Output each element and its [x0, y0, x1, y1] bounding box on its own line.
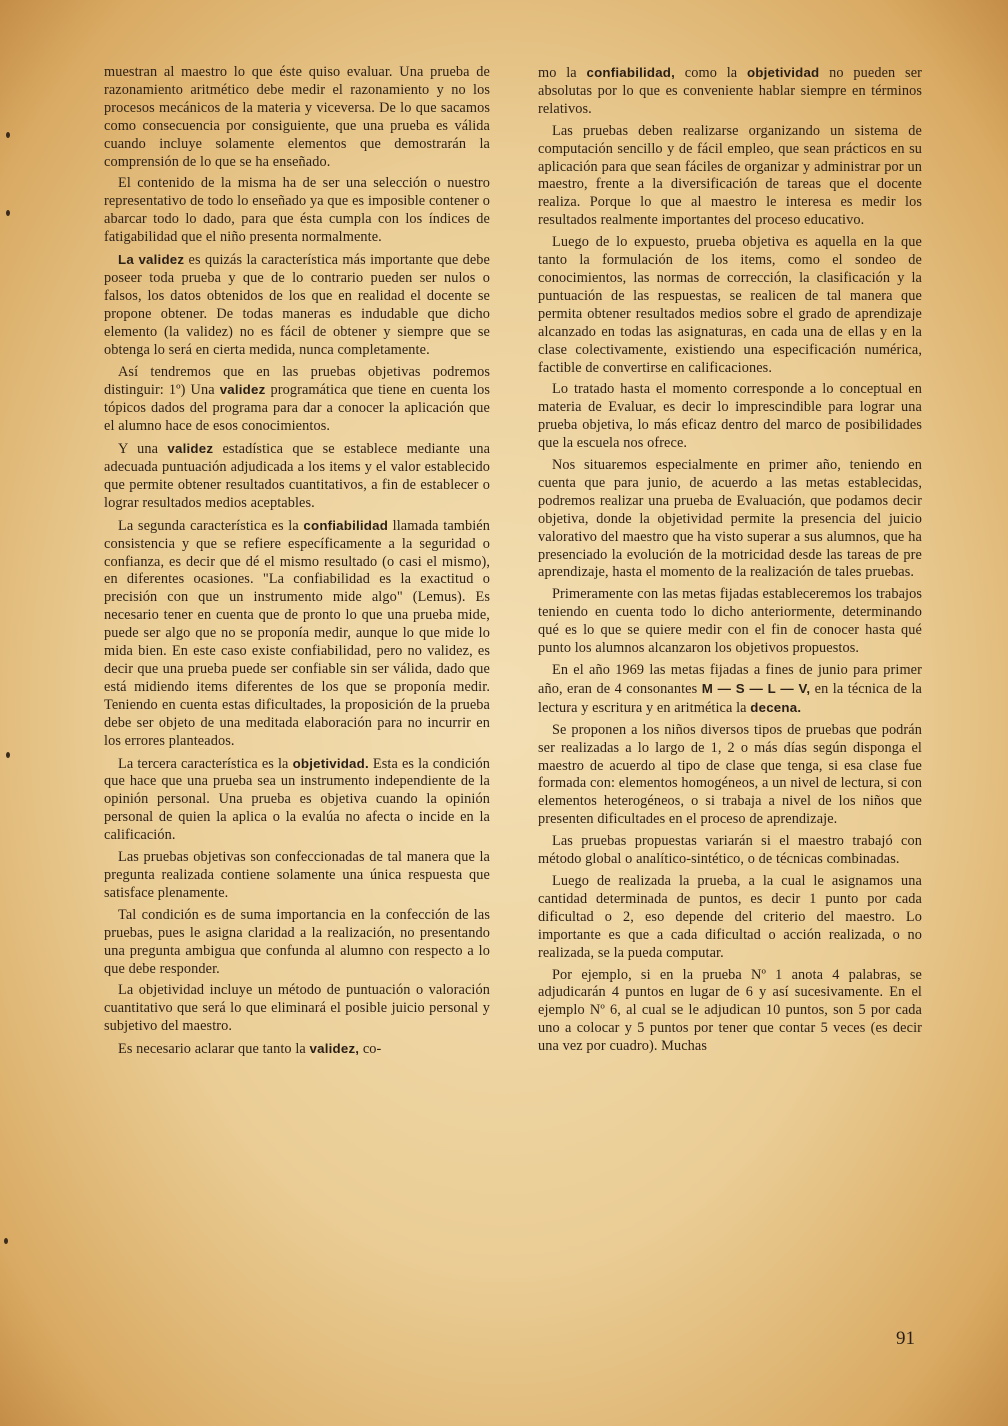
paragraph: [538, 662, 922, 718]
paragraph: [104, 755, 490, 846]
text-run: El contenido de la misma ha de ser una selección o nuestro representativo de todo lo enseñado ya que es imposible contener o abarcar todo lo dado, para que ésta cumpla con los índices de fatigabilidad que el niño presenta normalmente.: [104, 175, 490, 246]
text-run: La segunda característica es la: [118, 517, 304, 534]
bold-term: confiabilidad: [303, 517, 389, 533]
paragraph: [538, 722, 922, 829]
paragraph: [104, 982, 490, 1036]
text-run: En el año 1969 las metas fijadas a fines de junio para primer año, eran de 4 consonantes: [538, 662, 922, 697]
text-run: mo la: [538, 65, 587, 81]
bold-term: validez: [219, 382, 266, 398]
text-run: Se proponen a los niños diversos tipos de pruebas que podrán ser realizadas a lo largo de 1, 2 o más días según disponga el maestro de acuerdo al tipo de clase que tenga, si esa clase fue formada con: elementos homogéneos, a un nivel de lectura, si con elementos heterogéneos, o si trabaja a nivel de los niños que presenten dificultades en el proceso de aprendizaje.: [538, 721, 922, 828]
margin-mark: [6, 132, 10, 138]
paragraph: [538, 967, 922, 1057]
text-run: no pueden ser absolutas por lo que es conveniente hablar siempre en términos relativos.: [538, 65, 923, 117]
paragraph: [538, 586, 922, 658]
text-run: Luego de lo expuesto, prueba objetiva es aquella en la que tanto la formulación de los items, como el sondeo de conocimientos, las normas de corrección, la clasificación y la puntuación de las respuestas, se realicen de tal manera que permita obtener resultados medios sobre el grado de aprendizaje alcanzado en todas las asignaturas, en cada una de ellas y en la clase colectivamente, existiendo una especificación numérica, factible de convertirse en calificaciones.: [538, 234, 922, 376]
text-run: co-: [359, 1041, 382, 1058]
text-run: Primeramente con las metas fijadas estableceremos los trabajos teniendo en cuenta todo lo dicho anteriormente, determinando qué es lo que se quiere medir con el fin de conocer hasta qué punto los alumnos alcanzaron los objetivos propuestos.: [538, 586, 922, 657]
bold-term: decena.: [750, 699, 802, 715]
paragraph: [104, 64, 490, 171]
paragraph: [104, 364, 490, 437]
text-run: Así tendremos que en las pruebas objetivas podremos distinguir: 1º) Una: [104, 363, 490, 399]
text-run: Y una: [118, 441, 168, 458]
text-run: La objetividad incluye un método de puntuación o valoración cuantitativo que será lo que eliminará el posible juicio personal y subjetivo del maestro.: [104, 982, 490, 1035]
paragraph: [538, 381, 922, 453]
paragraph: [538, 833, 922, 869]
margin-mark: [6, 752, 10, 758]
text-run: es quizás la característica más importante que debe poseer toda prueba y que de lo contrario pueden ser nulos o falsos, los datos obtenidos de los que en realidad el docente se propone obtener. De todas maneras es indudable que dicho elemento (la validez) no es fácil de obtener y siempre que se obtenga lo será en cierta medida, nunca completamente.: [104, 252, 490, 358]
text-run: estadística que se establece mediante una adecuada puntuación adjudicada a los items y el valor establecido que permite obtener resultados cuantitativos, a fin de establecer o lograr resultados medios aceptables.: [104, 441, 491, 511]
margin-mark: [6, 210, 10, 216]
right-text-column: [538, 64, 922, 1060]
bold-term: objetividad: [746, 65, 820, 80]
paragraph: [538, 457, 922, 582]
text-run: llamada también consistencia y que se refiere específicamente a la seguridad o confianza, es decir que dé el mismo resultado (o casi el mismo), en diferentes ocasiones. "La confiabilidad es la exactitud o precisión con que un instrumento mide algo" (Lemus). Es necesario tener en cuenta que de pronto lo que una prueba mide, puede ser algo que no se proponía medir, aunque lo que mide lo mida bien. En este caso existe confiabilidad, pero no validez, es decir que una prueba puede ser confiable sin ser válida, dado que está midiendo items diferentes de los que se proponía medir. Teniendo en cuenta estas dificultades, la proposición de la prueba debe ser objeto de una meditada elaboración para no incurrir en los errores planteados.: [104, 517, 490, 749]
text-run: Las pruebas objetivas son confeccionadas de tal manera que la pregunta realizada contiene solamente una única respuesta que satisface plenamente.: [104, 849, 490, 901]
bold-term: validez: [167, 441, 214, 457]
text-run: Lo tratado hasta el momento corresponde a lo conceptual en materia de Evaluar, es decir lo imprescindible para lograr una prueba objetiva, lo más eficaz dentro del marco de posibilidades que la escuela nos ofrece.: [538, 381, 922, 452]
text-run: Por ejemplo, si en la prueba Nº 1 anota 4 palabras, se adjudicarán 4 puntos en lugar de 6 y así sucesivamente. En el ejemplo Nº 6, al cual se le adjudican 10 puntos, son 5 por cada uno a colocar y 5 puntos por tener que contar 5 veces (es decir una vez por cuadro). Muchas: [538, 966, 922, 1055]
bold-term: validez,: [309, 1041, 360, 1057]
text-run: La tercera característica es la: [118, 755, 293, 772]
page-number: 91: [896, 1328, 915, 1349]
text-run: Nos situaremos especialmente en primer año, teniendo en cuenta que para junio, de acuerdo a las metas establecidas, podremos realizar una prueba de Evaluación, que podamos decir objetiva, donde la objetividad permite la presencia del juicio valorativo del maestro que ha visto superar a sus alumnos, que ha presenciado la evolución de la motricidad desde las tareas de pre aprendizaje, hasta el momento de la realización de tales pruebas.: [538, 457, 922, 581]
paragraph: [538, 234, 922, 377]
margin-mark: [4, 1238, 8, 1244]
bold-term: objetividad.: [292, 755, 369, 771]
text-run: Luego de realizada la prueba, a la cual le asignamos una cantidad determinada de puntos, es decir 1 punto por cada dificultad o 2, eso depende del criterio del maestro. Lo importante es que a cada dificultad o acción realizada, o no realizada, se la pueda computar.: [538, 872, 922, 961]
bold-term: La validez: [118, 252, 185, 268]
text-run: muestran al maestro lo que éste quiso evaluar. Una prueba de razonamiento aritmético debe medir el razonamiento y no los procesos mecánicos de la materia y viceversa. De lo que sacamos como consecuencia por consiguiente, que una prueba es válida cuando incluye solamente elementos que demostrarán la comprensión de lo que se ha enseñado.: [104, 64, 490, 170]
text-run: Es necesario aclarar que tanto la: [118, 1041, 310, 1058]
paragraph: [104, 175, 490, 247]
text-run: en la técnica de la lectura y escritura y en aritmética la: [538, 680, 922, 716]
bold-term: confiabilidad,: [586, 65, 676, 80]
paragraph: [538, 64, 922, 119]
text-run: Las pruebas propuestas variarán si el maestro trabajó con método global o analítico-sintético, o de técnicas combinadas.: [538, 833, 922, 868]
paragraph: [104, 1040, 490, 1059]
text-run: programática que tiene en cuenta los tópicos dados del programa para dar a conocer la aplicación que el alumno hace de esos conocimientos.: [104, 382, 490, 435]
paragraph: [538, 873, 922, 963]
left-text-column: [104, 64, 490, 1063]
text-run: Tal condición es de suma importancia en la confección de las pruebas, pues le asigna claridad a la realización, no presentando una pregunta ambigua que confunda al alumno con respecto a lo que debe responder.: [104, 906, 490, 977]
paragraph: [104, 440, 490, 513]
paragraph: [104, 251, 490, 359]
paragraph: [104, 849, 490, 903]
paragraph: [104, 907, 490, 979]
bold-term: M — S — L — V,: [701, 680, 811, 696]
paragraph: [104, 517, 490, 751]
paragraph: [538, 123, 922, 230]
text-run: Las pruebas deben realizarse organizando un sistema de computación sencillo y de fácil empleo, que sean prácticos en su aplicación para que sean fáciles de organizar y administrar por un maestro, frente a la diversificación de tareas que el docente realiza. Porque lo que al maestro le interesa es medir los resultados realmente importantes del proceso educativo.: [538, 122, 922, 229]
text-run: como la: [675, 65, 747, 81]
text-run: Esta es la condición que hace que una prueba sea un instrumento independiente de la opinión personal. Una prueba es objetiva cuando la opinión personal de quien la aplica o la evalúa no afecta o incide en la calificación.: [104, 755, 490, 844]
